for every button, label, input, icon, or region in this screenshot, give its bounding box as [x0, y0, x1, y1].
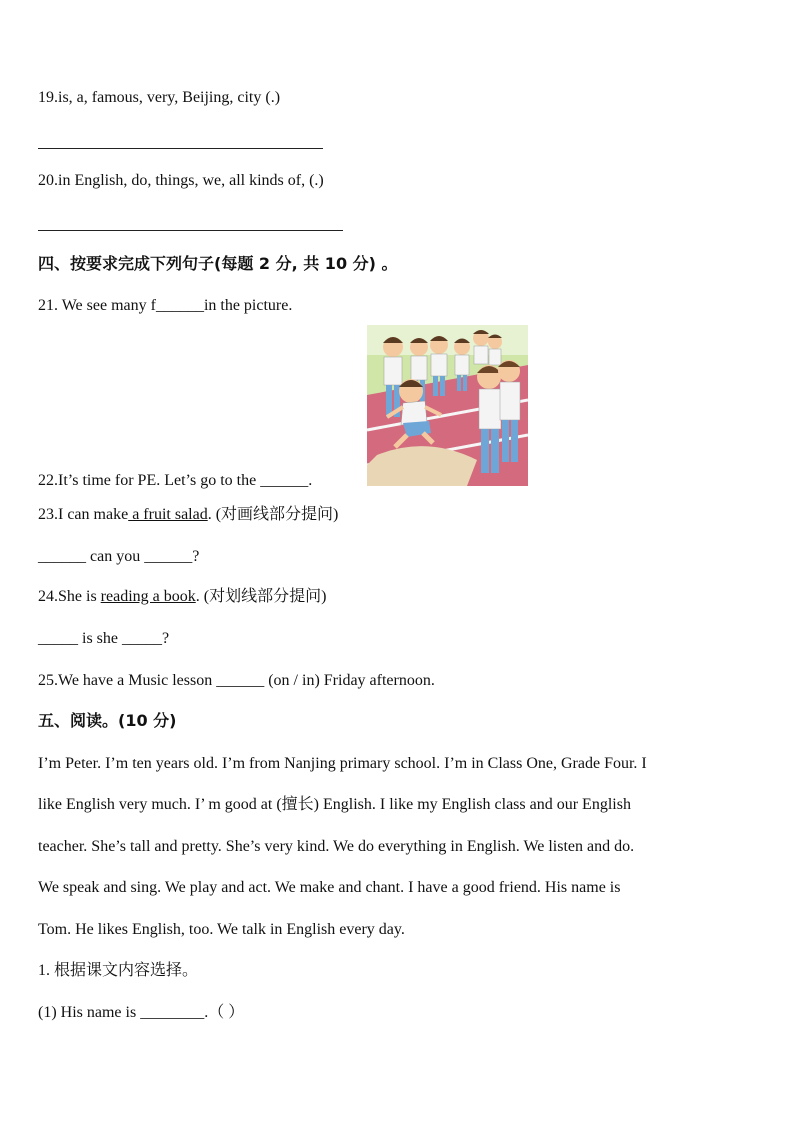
passage-line-5: Tom. He likes English, too. We talk in English every day.: [38, 921, 405, 938]
question-24-after: . (对划线部分提问): [195, 588, 327, 605]
question-23-answer: ______ can you ______?: [38, 548, 200, 565]
task-1-item-1: (1) His name is ________.（ ）: [38, 1004, 245, 1021]
question-24-answer: _____ is she _____?: [38, 630, 170, 647]
answer-line-20: [38, 230, 343, 231]
question-23-underlined: a fruit salad: [128, 506, 208, 523]
section-4-title: 四、按要求完成下列句子(每题 2 分, 共 10 分) 。: [38, 254, 398, 273]
passage-line-2: like English very much. I’ m good at (擅长) English. I like my English class and our English: [38, 796, 631, 813]
section-5-title: 五、阅读。(10 分): [38, 711, 177, 730]
answer-line-19: [38, 148, 323, 149]
question-25: 25.We have a Music lesson ______ (on / in) Friday afternoon.: [38, 672, 435, 689]
question-21-before: 21. We see many f: [38, 297, 156, 314]
passage-line-1: I’m Peter. I’m ten years old. I’m from Nanjing primary school. I’m in Class One, Grade Four. I: [38, 755, 647, 772]
question-19: 19.is, a, famous, very, Beijing, city (.): [38, 89, 281, 106]
question-24-before: 24.She is: [38, 588, 101, 605]
question-20: 20.in English, do, things, we, all kinds of, (.): [38, 172, 324, 189]
task-1-title: 1. 根据课文内容选择。: [38, 962, 199, 979]
question-24-underlined: reading a book: [100, 588, 196, 605]
question-21: [38, 296, 292, 316]
children-long-jump-icon: [367, 325, 528, 486]
question-21-blank: ______: [155, 297, 204, 314]
passage-line-4: We speak and sing. We play and act. We make and chant. I have a good friend. His name is: [38, 879, 621, 896]
question-22: 22.It’s time for PE. Let’s go to the ______.: [38, 472, 313, 489]
question-23-after: . (对画线部分提问): [207, 506, 339, 523]
children-long-jump-illustration: [367, 325, 528, 486]
passage-line-3: teacher. She’s tall and pretty. She’s very kind. We do everything in English. We listen and do.: [38, 838, 635, 855]
question-21-after: in the picture.: [203, 297, 293, 314]
question-23-before: 23.I can make: [38, 506, 129, 523]
question-23: [38, 505, 338, 525]
question-24: [38, 587, 326, 607]
